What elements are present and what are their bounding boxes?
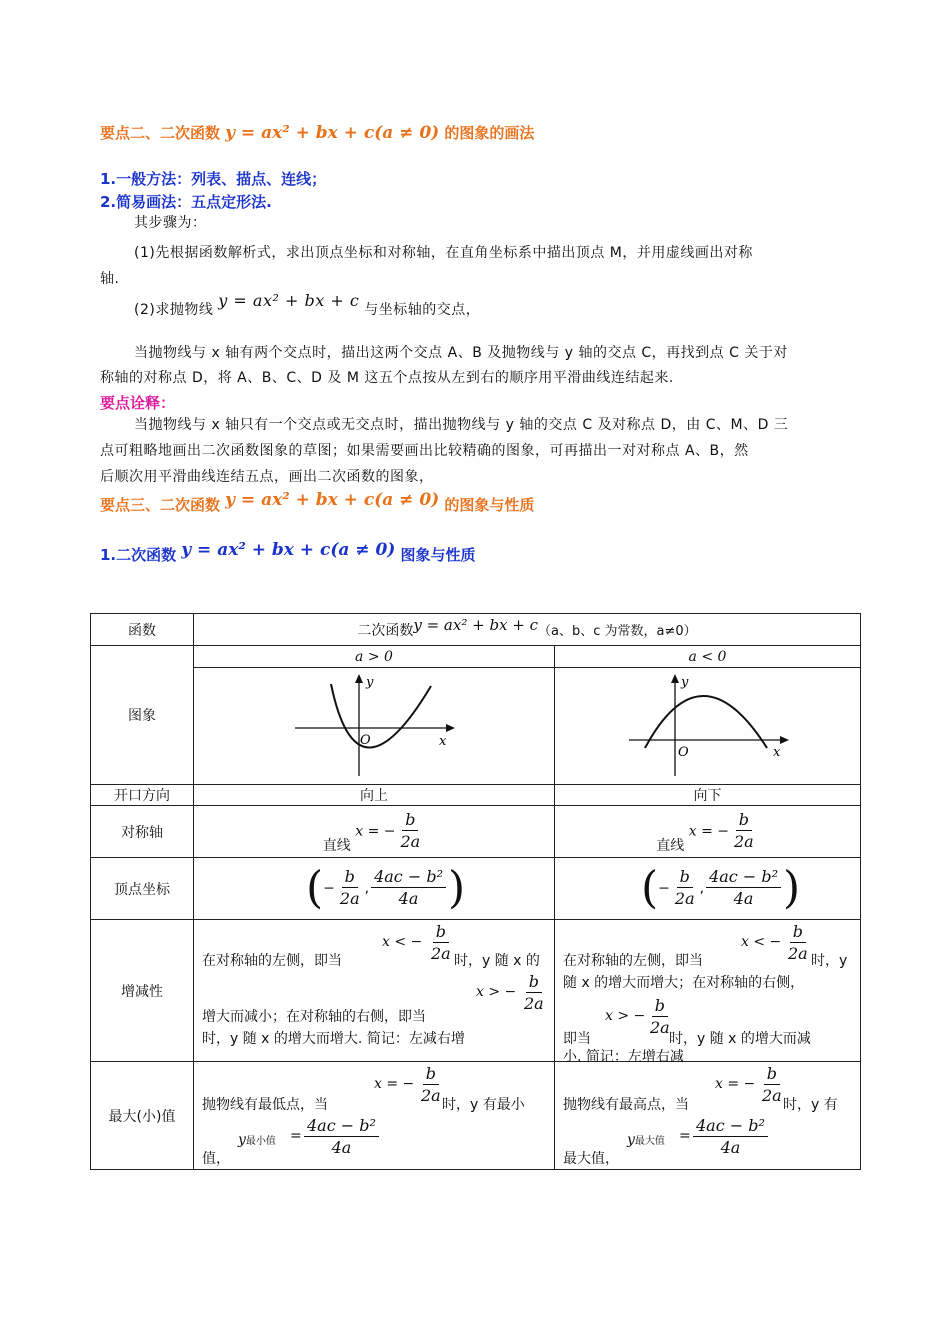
label-y: y xyxy=(680,675,688,690)
mono-neg-text6: 小. 简记：左增右减 xyxy=(563,1049,684,1065)
mono-neg-lhs1: x < − xyxy=(741,934,782,950)
frac-num: b xyxy=(677,867,693,888)
ext-neg-lhs: x = − xyxy=(715,1076,756,1092)
graph-neg-cell xyxy=(555,668,861,785)
x-arrow xyxy=(446,724,455,732)
mono-neg-text5: 时，y 随 x 的增大而减 xyxy=(669,1031,811,1047)
label-extreme: 最大(小)值 xyxy=(91,1062,194,1170)
sub-max: 最大值 xyxy=(634,1136,665,1147)
step1-line2: 轴. xyxy=(100,271,120,287)
section2-prefix: 要点二、二次函数 xyxy=(100,124,221,142)
sub1-heading xyxy=(100,540,476,565)
frac-den: 2a xyxy=(421,1086,441,1105)
axis-neg xyxy=(555,806,861,858)
row-sign xyxy=(91,646,861,668)
vertex-frac1 xyxy=(672,867,698,910)
step2-prefix: (2)求抛物线 xyxy=(134,302,214,318)
label-x: x xyxy=(439,734,447,749)
frac-num: b xyxy=(526,972,542,993)
graph-pos-cell xyxy=(194,668,555,785)
mono-neg-text4: 即当 xyxy=(563,1031,591,1047)
frac-den: 2a xyxy=(674,889,695,908)
axis-pos xyxy=(194,806,555,858)
frac-num: 4ac − b² xyxy=(706,867,781,888)
frac-den: 2a xyxy=(762,1086,782,1105)
frac-num: 4ac − b² xyxy=(693,1116,768,1137)
label-function: 函数 xyxy=(91,614,194,646)
frac-den: 2a xyxy=(339,889,360,908)
col-a-neg: a < 0 xyxy=(555,646,861,668)
graph-upward-parabola xyxy=(289,668,459,780)
open-pos: 向上 xyxy=(194,785,555,806)
sub1-formula: y = ax² + bx + c(a ≠ 0) xyxy=(181,540,396,560)
label-vertex: 顶点坐标 xyxy=(91,858,194,920)
col-a-pos: a > 0 xyxy=(194,646,555,668)
mono-neg-text2: 时，y xyxy=(811,953,848,969)
frac-den: 4a xyxy=(733,889,754,908)
y-arrow xyxy=(671,674,679,683)
frac-num: b xyxy=(790,922,806,943)
frac-den: 2a xyxy=(650,1018,670,1037)
properties-table xyxy=(90,613,861,1170)
mono-neg-text1: 在对称轴的左侧，即当 xyxy=(563,953,703,969)
ext-neg-text1: 抛物线有最高点，当 xyxy=(563,1097,689,1113)
frac-den: 4a xyxy=(331,1138,352,1157)
axis-lhs: x = − xyxy=(355,823,396,840)
mono-neg-text3: 随 x 的增大而增大；在对称轴的右侧， xyxy=(563,975,805,991)
label-graph: 图象 xyxy=(91,646,194,785)
step2-line xyxy=(134,291,481,323)
ext-pos-lhs: x = − xyxy=(374,1076,415,1092)
vertex-pos: (− $\frac{b}{2a}$ , $\frac{\text{4ac − b²}}{4a}$ ) xyxy=(194,858,555,920)
label-open: 开口方向 xyxy=(91,785,194,806)
ext-pos xyxy=(194,1062,555,1170)
ext-pos-y xyxy=(238,1132,276,1148)
axis-frac xyxy=(398,810,424,853)
frac-den: 2a xyxy=(524,994,544,1013)
section3-suffix: 的图象与性质 xyxy=(444,496,535,514)
row-graph xyxy=(91,668,861,785)
step2-suffix: 与坐标轴的交点， xyxy=(364,302,481,318)
func-prefix: 二次函数 xyxy=(357,622,414,639)
frac-den: 4a xyxy=(398,889,419,908)
frac-den: 4a xyxy=(720,1138,741,1157)
sub1-suffix: 图象与性质 xyxy=(400,546,476,564)
ext-pos-text1: 抛物线有最低点，当 xyxy=(202,1097,328,1113)
frac-num: b xyxy=(402,810,418,831)
para1-line1: 当抛物线与 x 轴有两个交点时，描出这两个交点 A、B 及抛物线与 y 轴的交点 C，再找到点 C 关于对 xyxy=(134,345,788,361)
left-paren: ( xyxy=(641,862,659,914)
row-extreme xyxy=(91,1062,861,1170)
frac-den: 2a xyxy=(431,944,451,963)
row-vertex xyxy=(91,858,861,920)
axis-prefix: 直线 xyxy=(656,837,685,854)
mono-pos-frac1 xyxy=(426,922,456,965)
ext-pos-text3: 值， xyxy=(202,1151,230,1167)
section2-suffix: 的图象的画法 xyxy=(444,124,535,142)
ext-neg xyxy=(555,1062,861,1170)
ext-pos-val xyxy=(302,1116,381,1159)
ext-pos-eq: = xyxy=(290,1128,302,1144)
vertex-frac2 xyxy=(371,867,446,910)
frac-num: b xyxy=(736,810,752,831)
y-symbol: y xyxy=(238,1132,246,1148)
frac-num: 4ac − b² xyxy=(371,867,446,888)
sub1-prefix: 1.二次函数 xyxy=(100,546,177,564)
label-axis: 对称轴 xyxy=(91,806,194,858)
label-y: y xyxy=(366,675,374,690)
vertex-frac1 xyxy=(337,867,363,910)
steps-intro: 其步骤为： xyxy=(134,215,207,231)
mono-neg-lhs2: x > − xyxy=(605,1008,646,1024)
step2-formula: y = ax² + bx + c xyxy=(218,291,360,310)
frac-den: 2a xyxy=(400,832,421,851)
mono-neg-frac1 xyxy=(783,922,813,965)
vertex-neg: (− $\frac{b}{2a}$ , $\frac{\text{4ac − b²}}{4a}$ ) xyxy=(555,858,861,920)
vertex-minus: − xyxy=(658,880,670,897)
row-axis xyxy=(91,806,861,858)
frac-num: b xyxy=(764,1064,780,1085)
function-cell xyxy=(194,614,861,646)
vertex-minus: − xyxy=(323,880,335,897)
mono-pos-text2: 时，y 随 x 的 xyxy=(454,953,540,969)
mono-pos-text3: 增大而减小；在对称轴的右侧，即当 xyxy=(202,1009,426,1025)
frac-num: b xyxy=(342,867,358,888)
para1-line2: 称轴的对称点 D，将 A、B、C、D 及 M 这五个点按从左到右的顺序用平滑曲线连结起来. xyxy=(100,370,674,386)
note-line2: 点可粗略地画出二次函数图象的草图；如果需要画出比较精确的图象，可再描出一对对称点 A、B，然 xyxy=(100,443,749,459)
step1-line1: (1)先根据函数解析式，求出顶点坐标和对称轴，在直角坐标系中描出顶点 M，并用虚线画出对称 xyxy=(134,245,753,261)
method1: 1.一般方法：列表、描点、连线； xyxy=(100,170,327,188)
ext-neg-eq: = xyxy=(679,1128,691,1144)
graph-downward-parabola xyxy=(623,668,793,780)
frac-num: b xyxy=(423,1064,439,1085)
vertex-frac2 xyxy=(706,867,781,910)
right-paren: ) xyxy=(783,862,801,914)
row-open xyxy=(91,785,861,806)
section2-heading xyxy=(100,122,534,143)
mono-pos xyxy=(194,920,555,1062)
ext-neg-text3: 最大值， xyxy=(563,1151,619,1167)
x-arrow xyxy=(780,736,789,744)
label-x: x xyxy=(772,745,780,760)
section3-prefix: 要点三、二次函数 xyxy=(100,496,221,514)
ext-neg-y xyxy=(627,1132,665,1148)
mono-pos-text1: 在对称轴的左侧，即当 xyxy=(202,953,342,969)
label-o: O xyxy=(677,745,689,760)
parabola-up xyxy=(331,684,431,748)
sub-min: 最小值 xyxy=(245,1136,276,1147)
axis-prefix: 直线 xyxy=(322,837,351,854)
mono-pos-lhs2: x > − xyxy=(476,984,517,1000)
row-monotonic xyxy=(91,920,861,1062)
ext-pos-text2: 时，y 有最小 xyxy=(442,1097,525,1113)
note-line1: 当抛物线与 x 轴只有一个交点或无交点时，描出抛物线与 y 轴的交点 C 及对称点 D，由 C、M、D 三 xyxy=(134,417,789,433)
label-o: O xyxy=(360,733,371,748)
note-label: 要点诠释： xyxy=(100,394,176,412)
label-monotonic: 增减性 xyxy=(91,920,194,1062)
frac-den: 2a xyxy=(788,944,808,963)
row-function xyxy=(91,614,861,646)
section3-heading xyxy=(100,490,535,515)
section3-formula: y = ax² + bx + c(a ≠ 0) xyxy=(225,490,440,510)
ext-neg-val xyxy=(691,1116,770,1159)
left-paren: ( xyxy=(306,862,324,914)
axis-frac xyxy=(731,810,757,853)
mono-pos-text4: 时，y 随 x 的增大而增大. 简记：左减右增 xyxy=(202,1031,465,1047)
frac-num: b xyxy=(433,922,449,943)
func-suffix: （a、b、c 为常数，a≠0） xyxy=(538,623,697,639)
method2: 2.简易画法：五点定形法. xyxy=(100,193,272,211)
right-paren: ) xyxy=(448,862,466,914)
mono-pos-frac2 xyxy=(519,972,549,1015)
frac-num: 4ac − b² xyxy=(304,1116,379,1137)
frac-num: b xyxy=(652,996,668,1017)
y-arrow xyxy=(355,674,363,683)
note-line3: 后顺次用平滑曲线连结五点，画出二次函数的图象， xyxy=(100,469,434,485)
mono-neg xyxy=(555,920,861,1065)
frac-den: 2a xyxy=(734,832,754,851)
y-symbol: y xyxy=(627,1132,635,1148)
mono-pos-lhs1: x < − xyxy=(382,934,423,950)
ext-neg-text2: 时，y 有 xyxy=(783,1097,838,1113)
section2-formula: y = ax² + bx + c(a ≠ 0) xyxy=(225,123,440,143)
axis-lhs: x = − xyxy=(688,823,729,840)
func-formula: y = ax² + bx + c xyxy=(413,615,539,634)
open-neg: 向下 xyxy=(555,785,861,806)
